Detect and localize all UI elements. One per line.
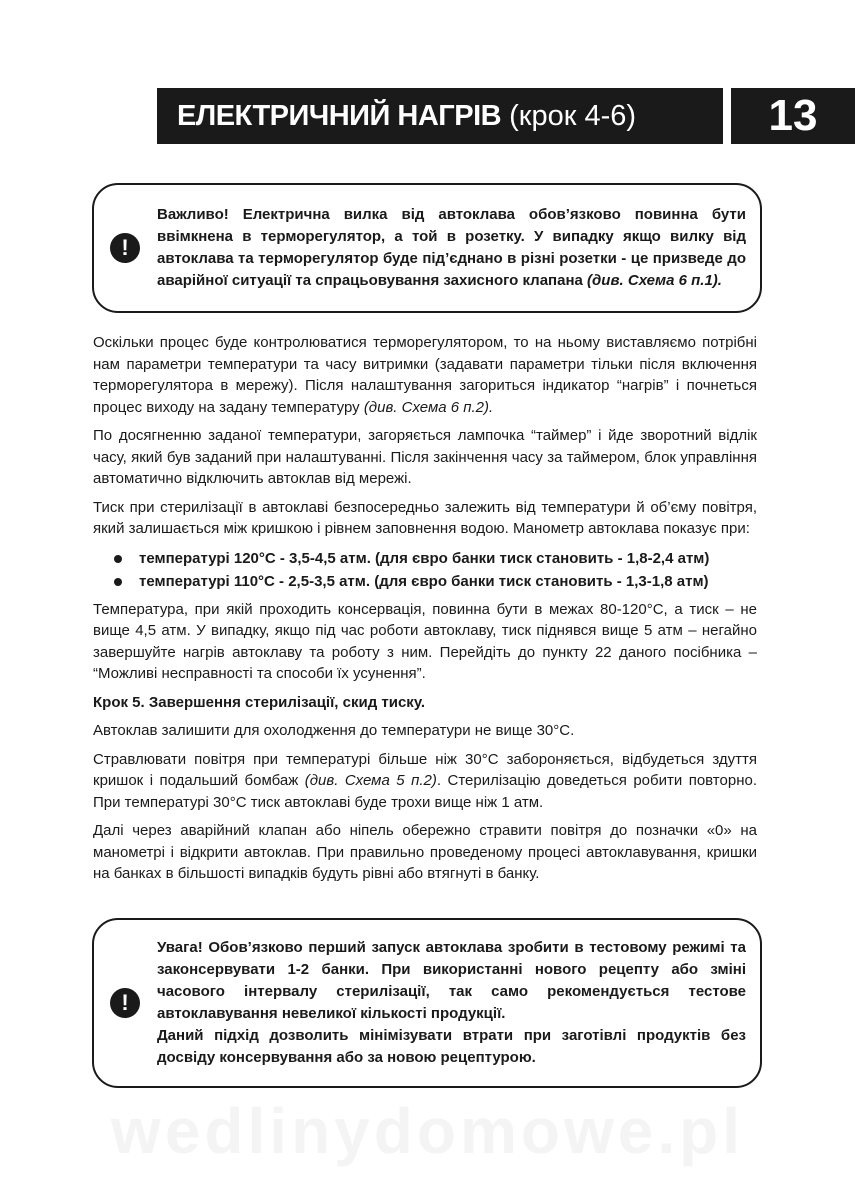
warning-notice-text — [157, 937, 746, 1069]
important-notice-main: Важливо! Електрична вилка від автоклава обов’язково повинна бути ввімкнена в терморегулятор, а той в розетку. У випадку якщо вилку від автоклава та терморегулятор буде під’єднано в різні розетки - це призведе до аварійної ситуації та спрацьовування захисного клапана — [157, 206, 746, 289]
section-subtitle: (крок 4-6) — [509, 99, 637, 132]
list-item: температурі 110°С - 2,5-3,5 атм. (для євро банки тиск становить - 1,3-1,8 атм) — [93, 570, 757, 593]
watermark: wedlinydomowe.pl — [111, 1095, 744, 1167]
paragraph-1 — [93, 332, 757, 418]
paragraph-3: Тиск при стерилізації в автоклаві безпосередньо залежить від температури й об’єму повітря, який залишається між кришкою і рівнем заповнення водою. Манометр автоклава показує при: — [93, 498, 757, 537]
section-title: ЕЛЕКТРИЧНИЙ НАГРІВ — [177, 99, 502, 132]
step-5-heading: Крок 5. Завершення стерилізації, скид тиску. — [93, 693, 426, 711]
paragraph-6-ref: (див. Схема 5 п.2) — [304, 772, 437, 789]
warning-notice — [92, 918, 762, 1088]
paragraph-4: Температура, при якій проходить консервація, повинна бути в межах 80-120°С, а тиск – не вище 4,5 атм. У випадку, якщо під час роботи автоклаву, тиск піднявся вище 5 атм – негайно завершуйте нагрів автоклаву та роботу з ним. Перейдіть до пункту 22 даного посібника – “Можливі несправності та способи їх усунення”. — [93, 600, 757, 682]
pressure-list — [93, 547, 757, 593]
paragraph-7: Далі через аварійний клапан або ніпель обережно стравити повітря до позначки «0» на манометрі і відкрити автоклав. При правильно проведеному процесі автоклавування, кришки на банках в більшості випадків будуть рівні або втягнуті в банку. — [93, 822, 757, 882]
page-number: 13 — [731, 88, 855, 144]
paragraph-5: Автоклав залишити для охолодження до температури не вище 30°С. — [93, 722, 575, 739]
important-notice — [92, 183, 762, 313]
paragraph-6-text: Стравлювати повітря при температурі більше ніж 30°С забороняється, відбудеться здуття кришок і подальший бомбаж — [93, 750, 757, 789]
important-notice-text — [157, 204, 746, 292]
paragraph-1-ref: (див. Схема 6 п.2). — [363, 398, 494, 416]
exclamation-icon: ! — [110, 233, 140, 263]
paragraph-6-text-end: . Стерилізацію доведеться робити повторно. При температурі 30°С тиск автоклаві буде трохи вище ніж 1 атм. — [93, 772, 757, 811]
main-text — [93, 332, 757, 892]
warning-notice-text-a: Увага! Обов’язково перший запуск автоклава зробити в тестовому режимі та законсервувати 1-2 банки. При використанні нового рецепту або зміні часового інтервалу стерилізації, так само рекомендується тестове автоклавування невеликої кількості продукції. — [157, 939, 746, 1022]
paragraph-1-text: Оскільки процес буде контролюватися терморегулятором, то на ньому виставляємо потрібні нам параметри температури та часу витримки (задавати параметри тільки після включення терморегулятора в мережу). Після налаштування загориться індикатор “нагрів” і почнеться процес виходу на задану температуру — [93, 334, 757, 416]
paragraph-2: По досягненню заданої температури, загоряється лампочка “таймер” і йде зворотний відлік часу, який був заданий при налаштуванні. Після закінчення часу за таймером, блок управління автоматично відключить автоклав від мережі. — [93, 427, 757, 487]
paragraph-6 — [93, 749, 757, 814]
section-header — [157, 88, 723, 144]
warning-notice-text-b: Даний підхід дозволить мінімізувати втрати при заготівлі продуктів без досвіду консервування або за новою рецептурою. — [157, 1027, 746, 1066]
exclamation-icon: ! — [110, 988, 140, 1018]
important-notice-ref: (див. Схема 6 п.1). — [587, 272, 722, 289]
list-item: температурі 120°С - 3,5-4,5 атм. (для євро банки тиск становить - 1,8-2,4 атм) — [93, 547, 757, 570]
